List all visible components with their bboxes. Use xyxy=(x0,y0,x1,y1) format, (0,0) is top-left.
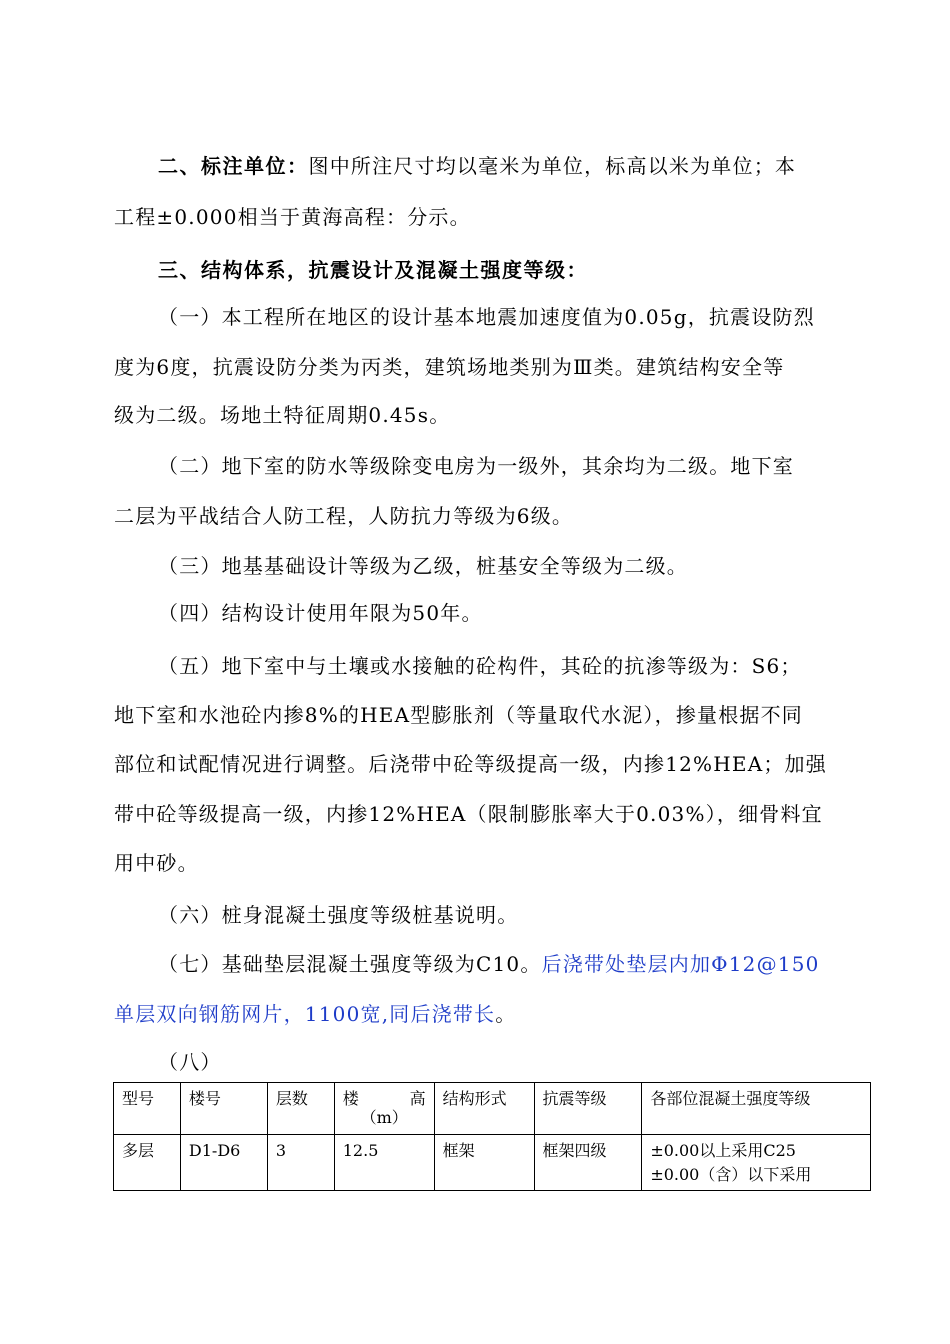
cell-concrete-line-2: ±0.00（含）以下采用 xyxy=(650,1165,812,1184)
item-4-line-1: （四）结构设计使用年限为50年。 xyxy=(158,601,483,625)
item-7-highlight: 后浇带处垫层内加Φ12@150 xyxy=(541,952,820,976)
item-2-line-2: 二层为平战结合人防工程，人防抗力等级为6级。 xyxy=(114,504,574,528)
item-1-line-2: 度为6度，抗震设防分类为丙类，建筑场地类别为Ⅲ类。建筑结构安全等 xyxy=(114,355,785,379)
item-7-highlight-2: 单层双向钢筋网片，1100宽,同后浇带长 xyxy=(114,1002,496,1026)
cell-structure: 框架 xyxy=(434,1135,534,1191)
section-2-line-2: 工程±0.000相当于黄海高程：分示。 xyxy=(114,205,471,229)
header-building: 楼号 xyxy=(180,1083,267,1135)
item-3-line-1: （三）地基基础设计等级为乙级，桩基安全等级为二级。 xyxy=(158,554,688,578)
cell-seismic: 框架四级 xyxy=(534,1135,642,1191)
item-5-line-3: 部位和试配情况进行调整。后浇带中砼等级提高一级，内掺12%HEA；加强 xyxy=(114,752,827,776)
header-height xyxy=(334,1083,434,1135)
cell-concrete xyxy=(642,1135,871,1191)
item-7-line-1 xyxy=(114,948,890,977)
header-type: 型号 xyxy=(114,1083,181,1135)
header-concrete: 各部位混凝土强度等级 xyxy=(642,1083,871,1135)
item-8-line-1: （八） xyxy=(158,1050,222,1074)
table-row xyxy=(114,1135,871,1191)
section-3-heading: 三、结构体系，抗震设计及混凝土强度等级： xyxy=(158,258,588,282)
item-5-line-2: 地下室和水池砼内掺8%的HEA型膨胀剂（等量取代水泥），掺量根据不同 xyxy=(114,703,804,727)
cell-floors: 3 xyxy=(267,1135,334,1191)
cell-concrete-line-1: ±0.00以上采用C25 xyxy=(650,1141,796,1160)
header-seismic: 抗震等级 xyxy=(534,1083,642,1135)
section-2-text: 图中所注尺寸均以毫米为单位，标高以米为单位；本 xyxy=(308,154,797,178)
header-height-a: 楼 xyxy=(342,1089,359,1108)
item-6-line-1: （六）桩身混凝土强度等级桩基说明。 xyxy=(158,903,519,927)
item-1-line-1: （一）本工程所在地区的设计基本地震加速度值为0.05g，抗震设防烈 xyxy=(158,305,815,329)
item-7-end: 。 xyxy=(495,1002,517,1026)
header-floors: 层数 xyxy=(267,1083,334,1135)
header-structure: 结构形式 xyxy=(434,1083,534,1135)
header-height-b: 高 xyxy=(409,1089,426,1108)
item-5-line-4: 带中砼等级提高一级，内掺12%HEA（限制膨胀率大于0.03%），细骨料宜 xyxy=(114,802,823,826)
header-height-unit: （m） xyxy=(360,1108,408,1127)
section-2-heading: 二、标注单位： xyxy=(158,154,309,178)
table-header-row xyxy=(114,1083,871,1135)
item-7-line-2 xyxy=(114,998,846,1027)
item-5-line-1: （五）地下室中与土壤或水接触的砼构件，其砼的抗渗等级为：S6； xyxy=(158,654,802,678)
item-1-line-3: 级为二级。场地土特征周期0.45s。 xyxy=(114,403,451,427)
cell-type: 多层 xyxy=(114,1135,181,1191)
concrete-grade-table xyxy=(113,1082,871,1191)
item-7-text: （七）基础垫层混凝土强度等级为C10。 xyxy=(158,952,542,976)
item-5-line-5: 用中砂。 xyxy=(114,851,199,875)
cell-height: 12.5 xyxy=(334,1135,434,1191)
item-2-line-1: （二）地下室的防水等级除变电房为一级外，其余均为二级。地下室 xyxy=(158,454,794,478)
cell-building: D1-D6 xyxy=(180,1135,267,1191)
section-2-line-1 xyxy=(114,150,846,179)
